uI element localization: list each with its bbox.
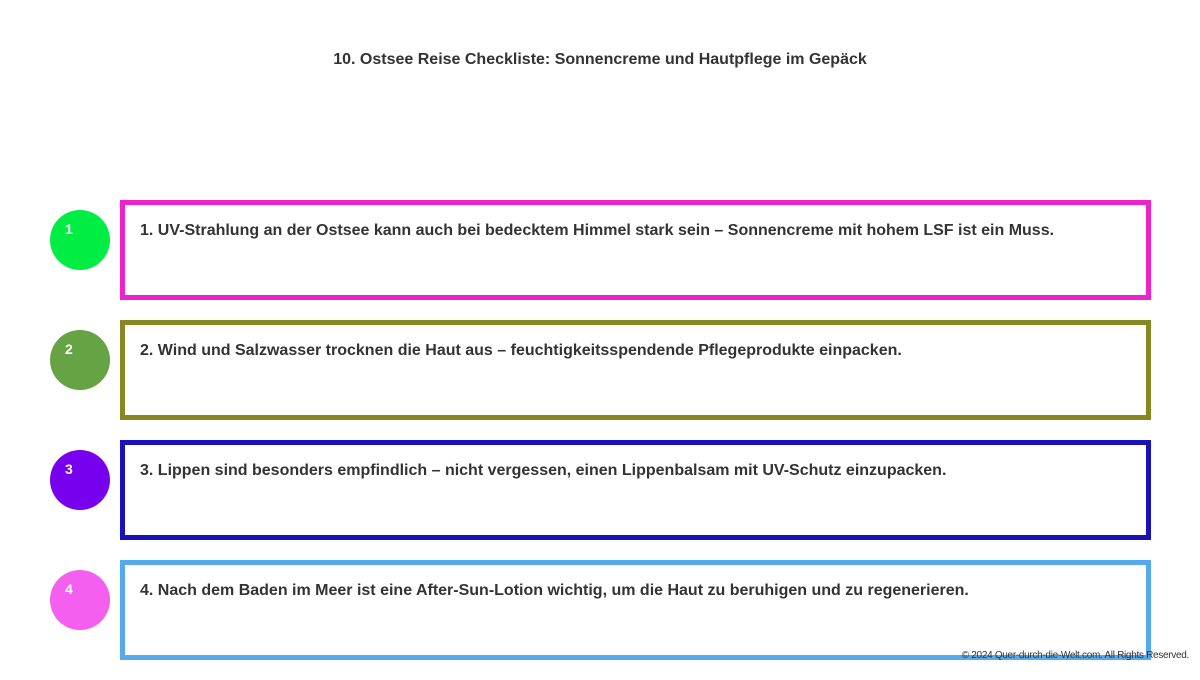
item-box (120, 200, 1151, 300)
number-badge (50, 450, 110, 510)
item-text: 1. UV-Strahlung an der Ostsee kann auch bei bedecktem Himmel stark sein – Sonnencreme mit hohem LSF ist ein Muss. (140, 222, 1055, 239)
checklist-item (0, 320, 1200, 420)
item-number: 4 (65, 581, 73, 597)
checklist-item (0, 200, 1200, 300)
number-badge (50, 330, 110, 390)
item-box (120, 320, 1151, 420)
page-title: 10. Ostsee Reise Checkliste: Sonnencreme und Hautpflege im Gepäck (333, 51, 867, 68)
item-text: 3. Lippen sind besonders empfindlich – nicht vergessen, einen Lippenbalsam mit UV-Schutz einzupacken. (140, 462, 947, 479)
item-text: 4. Nach dem Baden im Meer ist eine After-Sun-Lotion wichtig, um die Haut zu beruhigen und zu regenerieren. (140, 582, 969, 599)
copyright-footer: © 2024 Quer-durch-die-Welt.com. All Rights Reserved. (961, 650, 1189, 661)
item-number: 1 (65, 221, 73, 237)
number-badge (50, 570, 110, 630)
item-text: 2. Wind und Salzwasser trocknen die Haut aus – feuchtigkeitsspendende Pflegeprodukte einpacken. (140, 342, 902, 359)
item-box (120, 560, 1151, 660)
number-badge (50, 210, 110, 270)
item-number: 2 (65, 341, 73, 357)
checklist-item (0, 440, 1200, 540)
checklist-item (0, 560, 1200, 660)
item-box (120, 440, 1151, 540)
item-number: 3 (65, 461, 73, 477)
